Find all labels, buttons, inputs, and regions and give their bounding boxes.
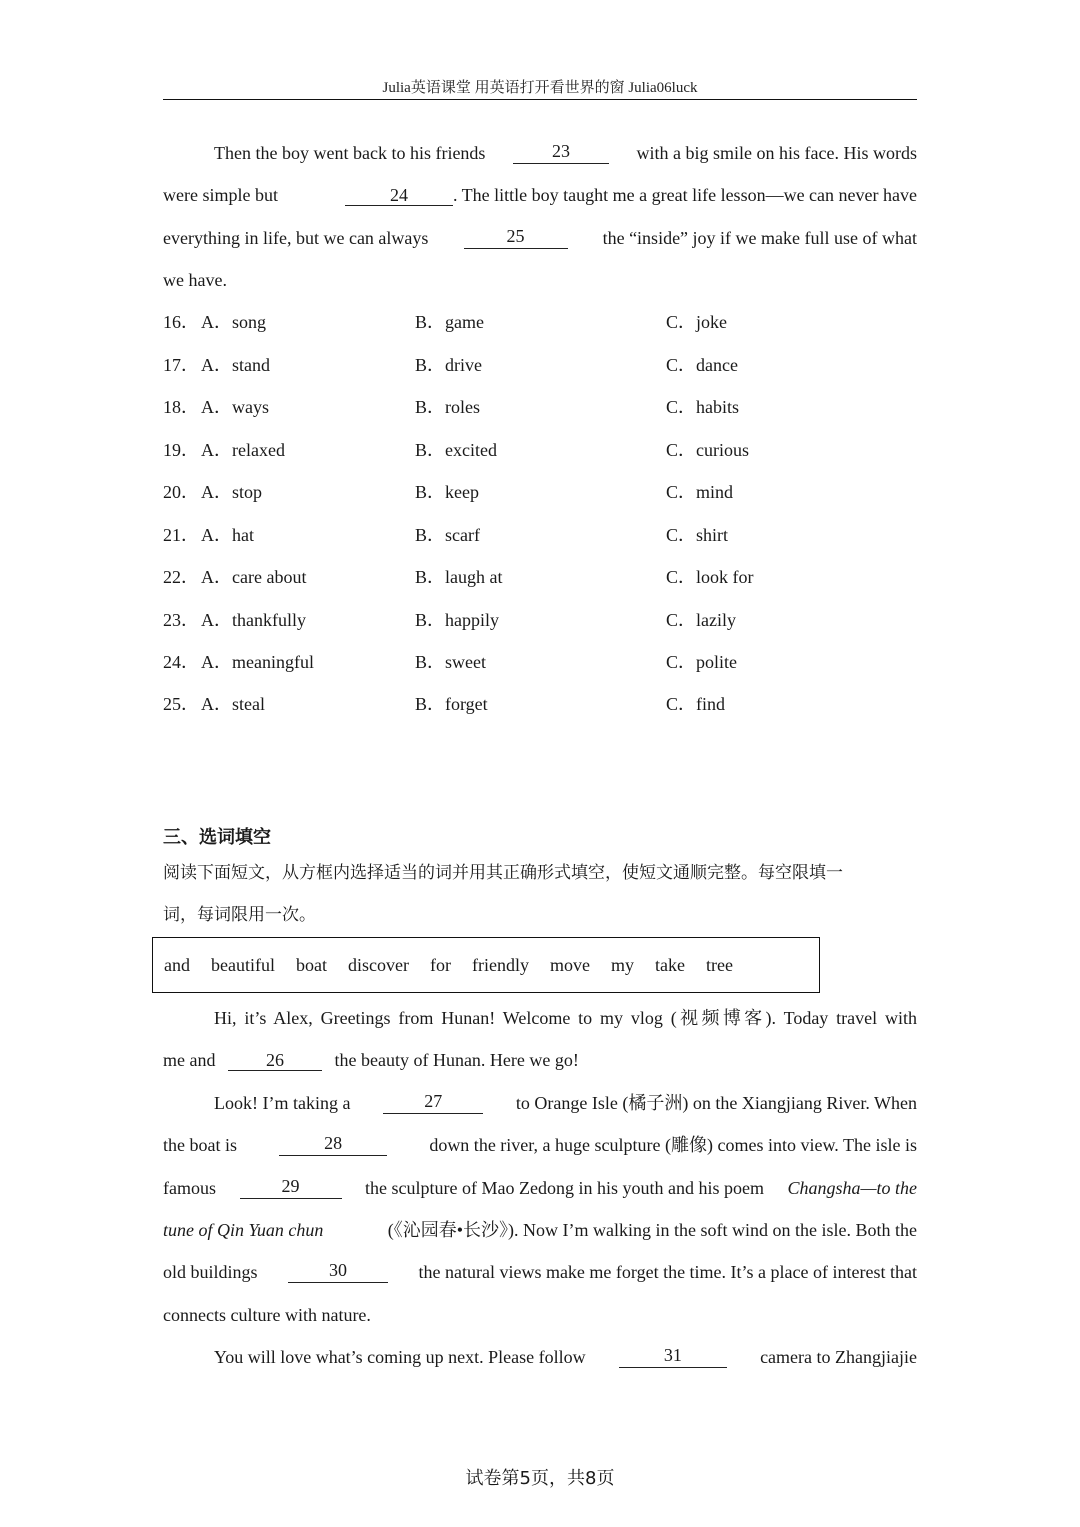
blank-29[interactable]: 29 <box>240 1177 342 1199</box>
passage1-line-1: Then the boy went back to his friends 23 with a big smile on his face. His words <box>214 141 917 163</box>
word-bank-item: for <box>429 954 451 975</box>
word-bank-item: boat <box>295 954 327 975</box>
option-b[interactable]: B．scarf <box>415 525 480 545</box>
word-bank-item: take <box>654 954 685 975</box>
passage2-line-8: connects culture with nature. <box>163 1305 371 1325</box>
question-20: 20． A．stop B．keep C．mind <box>163 482 734 502</box>
header-divider <box>163 99 917 100</box>
question-21: 21． A．hat B．scarf C．shirt <box>163 525 729 545</box>
blank-30[interactable]: 30 <box>288 1261 388 1283</box>
question-18: 18． A．ways B．roles C．habits <box>163 397 740 417</box>
question-17: 17． A．stand B．drive C．dance <box>163 355 738 375</box>
blank-23[interactable]: 23 <box>513 142 609 164</box>
option-b[interactable]: B．keep <box>415 482 479 502</box>
instruction-line-2: 词，每词限用一次。 <box>163 905 316 925</box>
option-b[interactable]: B．happily <box>415 610 499 630</box>
option-c[interactable]: C．dance <box>666 355 738 375</box>
option-c[interactable]: C．polite <box>666 652 737 672</box>
blank-25[interactable]: 25 <box>464 227 568 249</box>
question-24: 24． A．meaningful B．sweet C．polite <box>163 652 737 672</box>
option-b[interactable]: B．sweet <box>415 652 486 672</box>
option-a[interactable]: A．stop <box>201 482 263 502</box>
section-title: 三、选词填空 <box>163 827 271 848</box>
option-a[interactable]: A．relaxed <box>201 440 285 460</box>
option-a[interactable]: A．thankfully <box>201 610 306 630</box>
option-a[interactable]: A．ways <box>201 397 269 417</box>
option-b[interactable]: B．forget <box>415 694 488 714</box>
option-c[interactable]: C．joke <box>666 312 727 332</box>
word-bank-item: beautiful <box>211 954 275 975</box>
option-c[interactable]: C．lazily <box>666 610 736 630</box>
passage1-line-3: everything in life, but we can always 25 the “inside” joy if we make full use of what <box>163 226 917 248</box>
question-23: 23． A．thankfully B．happily C．lazily <box>163 610 736 630</box>
option-c[interactable]: C．mind <box>666 482 734 502</box>
passage2-line-6: tune of Qin Yuan chun (《沁园春•长沙》). Now I’m walking in the soft wind on the isle. Both the <box>163 1220 917 1240</box>
option-b[interactable]: B．excited <box>415 440 497 460</box>
passage2-line-7: old buildings 30 the natural views make me forget the time. It’s a place of interest that <box>163 1260 917 1282</box>
passage2-line-9: You will love what’s coming up next. Please follow 31 camera to Zhangjiajie <box>214 1345 917 1367</box>
page-footer: 试卷第5页，共8页 <box>465 1468 615 1489</box>
passage1-line-2: were simple but 24 . The little boy taught me a great life lesson—we can never have <box>163 185 917 205</box>
passage2-line-1: Hi, it’s Alex, Greetings from Hunan! Welcome to my vlog (视频博客). Today travel with <box>214 1008 917 1028</box>
page-header: Julia英语课堂 用英语打开看世界的窗 Julia06luck <box>382 80 698 96</box>
question-16: 16． A．song B．game C．joke <box>163 312 727 332</box>
passage2-line-2: me and 26 the beauty of Hunan. Here we go! <box>163 1050 579 1070</box>
blank-26[interactable]: 26 <box>228 1051 322 1071</box>
option-b[interactable]: B．game <box>415 312 484 332</box>
question-25: 25． A．steal B．forget C．find <box>163 694 726 714</box>
option-a[interactable]: A．steal <box>201 694 265 714</box>
question-22: 22． A．care about B．laugh at C．look for <box>163 567 754 587</box>
passage2-line-5: famous 29 the sculpture of Mao Zedong in his youth and his poem Changsha—to the <box>163 1176 917 1198</box>
option-b[interactable]: B．laugh at <box>415 567 503 587</box>
option-c[interactable]: C．look for <box>666 567 754 587</box>
option-c[interactable]: C．shirt <box>666 525 729 545</box>
option-a[interactable]: A．hat <box>201 525 254 545</box>
option-c[interactable]: C．habits <box>666 397 740 417</box>
blank-28[interactable]: 28 <box>279 1134 387 1156</box>
option-a[interactable]: A．song <box>201 312 267 332</box>
word-bank-item: my <box>610 954 634 975</box>
option-a[interactable]: A．meaningful <box>201 652 314 672</box>
word-bank-item: and <box>164 954 190 975</box>
instruction-line-1: 阅读下面短文，从方框内选择适当的词并用其正确形式填空，使短文通顺完整。每空限填一 <box>163 863 843 883</box>
word-bank-item: move <box>549 954 590 975</box>
word-bank-box <box>152 937 820 993</box>
option-b[interactable]: B．roles <box>415 397 480 417</box>
passage2-line-4: the boat is 28 down the river, a huge sculpture (雕像) comes into view. The isle is <box>163 1133 917 1155</box>
word-bank-item: discover <box>347 954 409 975</box>
passage1-line-4: we have. <box>163 270 227 290</box>
word-bank-item: tree <box>705 954 733 975</box>
blank-24[interactable]: 24 <box>345 186 453 206</box>
option-c[interactable]: C．curious <box>666 440 749 460</box>
passage2-line-3: Look! I’m taking a 27 to Orange Isle (橘子洲) on the Xiangjiang River. When <box>214 1091 917 1113</box>
blank-27[interactable]: 27 <box>383 1092 483 1114</box>
blank-31[interactable]: 31 <box>619 1346 727 1368</box>
question-19: 19． A．relaxed B．excited C．curious <box>163 440 749 460</box>
word-bank-item: friendly <box>471 954 529 975</box>
option-b[interactable]: B．drive <box>415 355 482 375</box>
option-a[interactable]: A．stand <box>201 355 270 375</box>
option-a[interactable]: A．care about <box>201 567 307 587</box>
option-c[interactable]: C．find <box>666 694 726 714</box>
